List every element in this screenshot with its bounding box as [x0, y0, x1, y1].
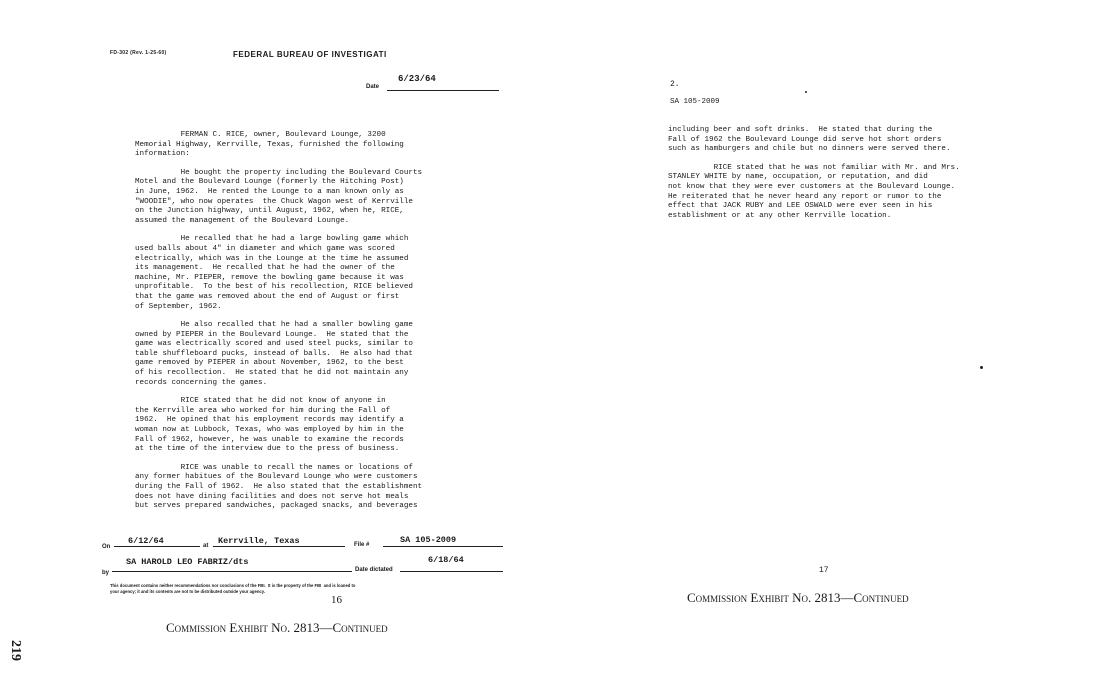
paragraph: RICE stated that he did not know of anyone in the Kerrville area who worked for him during the Fall of 1962. He opined that his employment records may identify a woman now at Lubbock, Texas, who was employed by him in the Fall of 1962, however, he was unable to examine the records at the time of the interview due to the press of business. — [135, 397, 404, 454]
form-number: FD-302 (Rev. 1-25-60) — [110, 50, 167, 56]
on-label: On — [102, 544, 111, 550]
right-file-number: SA 105-2009 — [670, 98, 720, 106]
underline — [400, 571, 503, 572]
report-date: 6/23/64 — [398, 74, 436, 84]
fbi-disclaimer: This document contains neither recommendations nor conclusions of the FBI. It is the property of the FBI and is loaned to your agency; it and its contents are not to be distributed outside your agency. — [110, 583, 356, 594]
file-label: File # — [354, 542, 370, 548]
paragraph: He bought the property including the Boulevard Courts Motel and the Boulevard Lounge (formerly the Hitching Post) in June, 1962. He rented the Lounge to a man known only as "WOODIE", who now operates the Chuck Wagon west of Kerrville on the Junction highway, until August, 1962, when he, RICE, assumed the management of the Boulevard Lounge. — [135, 168, 423, 225]
dictated-label: Date dictated — [355, 567, 393, 573]
paragraph: FERMAN C. RICE, owner, Boulevard Lounge, 3200 Memorial Highway, Kerrville, Texas, furnished the following information: — [135, 131, 404, 159]
file-number: SA 105-2009 — [400, 535, 457, 545]
exhibit-caption-left: Commission Exhibit No. 2813—Continued — [166, 620, 388, 635]
volume-page-number: 219 — [8, 640, 23, 661]
agent-name: SA HAROLD LEO FABRIZ/dts — [126, 557, 249, 567]
page-number-right: 17 — [819, 566, 829, 575]
underline — [213, 546, 345, 547]
underline — [383, 546, 503, 547]
by-label: by — [102, 570, 110, 576]
scan-speck — [805, 91, 807, 93]
page-marker: 2. — [670, 80, 680, 89]
interview-date: 6/12/64 — [128, 536, 164, 546]
interview-location: Kerrville, Texas — [218, 536, 300, 546]
exhibit-caption-right: Commission Exhibit No. 2813—Continued — [687, 590, 909, 605]
date-underline — [387, 90, 499, 91]
right-page-body — [668, 126, 960, 221]
dictated-date: 6/18/64 — [428, 555, 464, 565]
scan-speck — [980, 366, 983, 369]
at-label: at — [203, 543, 209, 549]
agency-header: FEDERAL BUREAU OF INVESTIGATI — [233, 50, 387, 59]
paragraph: including beer and soft drinks. He stated that during the Fall of 1962 the Boulevard Lounge did serve hot short orders such as hamburgers and chile but no dinners were served there. — [668, 126, 951, 154]
underline — [112, 571, 352, 572]
date-label: Date — [366, 84, 380, 90]
page-number-left: 16 — [331, 594, 342, 606]
paragraph: He also recalled that he had a smaller bowling game owned by PIEPER in the Boulevard Lounge. He stated that the game was electrically scored and used steel pucks, similar to table shuffleboard pucks, instead of balls. He also had that game removed by PIEPER in about November, 1962, to the best of his recollection. He stated that he did not maintain any records concerning the games. — [135, 321, 413, 387]
underline — [114, 546, 200, 547]
paragraph: RICE stated that he was not familiar with Mr. and Mrs. STANLEY WHITE by name, occupation, or reputation, and did not know that they were ever customers at the Boulevard Lounge. He reiterated that he never heard any report or rumor to the effect that JACK RUBY and LEE OSWALD were ever seen in his establishment or at any other Kerrville location. — [668, 163, 960, 220]
paragraph: He recalled that he had a large bowling game which used balls about 4" in diameter and which game was scored electrically, which was in the Lounge at the time he assumed its management. He recalled that he had the owner of the machine, Mr. PIEPER, remove the bowling game because it was unprofitable. To the best of his recollection, RICE believed that the game was removed about the end of August or first of September, 1962. — [135, 235, 413, 311]
left-page-body — [135, 131, 422, 512]
paragraph: RICE was unable to recall the names or locations of any former habitues of the Boulevard Lounge who were customers during the Fall of 1962. He also stated that the establishment does not have dining facilities and does not serve hot meals but serves prepared sandwiches, packaged snacks, and beverages — [135, 463, 423, 511]
